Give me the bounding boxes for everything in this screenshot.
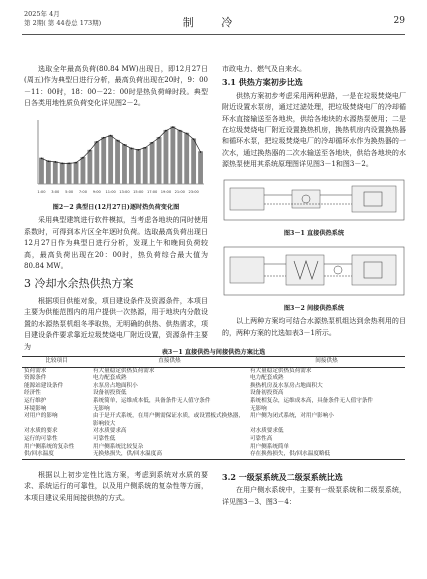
- x-tick-label: 17:00: [146, 189, 158, 194]
- bottom-right-column: [222, 470, 406, 508]
- chart-bar: [164, 130, 169, 184]
- table-body: [22, 367, 405, 459]
- table-cell: 无影响: [92, 405, 110, 412]
- paragraph: 根据项目供能对象，项目建设条件及资源条件，本项目主要为供能范围内的用户提供一次热源，用于地块内分散设置的水源热泵机组冬季取热，无明确的供热、供热需求，项目建设条件要求靠近垃圾焚烧电厂附近设置，资源条件主要为: [24, 296, 208, 351]
- table-row: [22, 383, 405, 391]
- chart-point: [41, 157, 43, 159]
- paragraph: 根据以上初步定性比选方案，考虑到系统对水质的要求、系统运行的可靠性，以及用户侧系统的复杂性等方面，本项目建议采用间接供热的方式。: [24, 471, 208, 502]
- chart-bar: [53, 161, 58, 184]
- chart-point: [137, 149, 139, 151]
- table-cell: 无影响: [249, 405, 267, 412]
- table-cell: 水泵房占地面积小: [92, 382, 138, 389]
- indirect-heating-diagram: [222, 241, 406, 301]
- x-tick-label: 9:00: [92, 189, 101, 194]
- pump-room-box: [292, 190, 320, 208]
- table-cell: 由于是开式系统，在用户侧需保证水质，或设置板式换热器，影响较大: [92, 413, 244, 427]
- subsection-heading: 3.1 供热方案初步比选: [222, 77, 303, 88]
- chart-line: [41, 127, 200, 163]
- table-row: [22, 444, 405, 452]
- column-header: 间接供热: [248, 357, 405, 368]
- table-row: [22, 367, 405, 375]
- table-cell: 对水质要求高: [92, 428, 127, 435]
- right-column: [222, 64, 406, 339]
- paragraph: 采用典型建筑进行软件模拟，当考虑各地块的同时使用系数时，可得到本片区全年逐时负荷。选取最高负荷出现日12月27日作为典型日进行分析，发现上午和晚间负荷较高，最高负荷出现在20：00时，热负荷综合最大值为80.84 MW。: [24, 216, 208, 271]
- issue-number: 第 2期( 第 44卷总 173期): [24, 19, 102, 27]
- chart-bar: [136, 149, 141, 184]
- chart-bar: [177, 130, 182, 184]
- row-label-cell: 资源条件: [24, 375, 47, 382]
- chart-point: [61, 162, 63, 164]
- chart-bar: [81, 157, 86, 184]
- row-label-cell: 对用户的影响: [24, 413, 58, 420]
- chart-point: [165, 129, 167, 131]
- paragraph: 选取全年最高负荷(80.84 MW)出现日，即12月27日(周五)作为典型日进行分析，最高负荷出现在20时，9：00－11：00时，18：00－22：00时是热负荷峰时段。典型日各类用地性质负荷变化详见图2－2。: [24, 65, 208, 108]
- chart-bar: [87, 149, 92, 183]
- chart-bar: [74, 162, 79, 184]
- x-tick-label: 7:00: [78, 189, 87, 194]
- figure-caption: 图3－2 间接供热系统: [283, 305, 345, 313]
- row-label-cell: 供/回水温度: [22, 451, 91, 459]
- table-cell: 设备初投资高: [249, 390, 284, 397]
- table-cell: 可靠性高: [249, 435, 273, 442]
- block-box: [352, 255, 396, 285]
- chart-point: [89, 149, 91, 151]
- plant-box: [230, 257, 264, 283]
- table-row: [22, 428, 405, 436]
- chart-point: [54, 161, 56, 163]
- table-cell: 设备初投资低: [92, 390, 127, 397]
- left-column: [24, 64, 208, 353]
- pump-icon: [334, 266, 342, 274]
- chart-point: [110, 134, 112, 136]
- x-tick-label: 19:00: [160, 189, 172, 194]
- table-cell: 系统相复杂，运维成本高，具备条件无人值守条件: [249, 397, 374, 404]
- chart-bar: [115, 140, 120, 184]
- chart-bar: [67, 162, 72, 183]
- section-heading: 3 冷却水余热供热方案: [24, 277, 134, 291]
- table-cell: 换热机房及水泵房占地面积大: [249, 382, 323, 389]
- chart-point: [75, 161, 77, 163]
- chart-point: [144, 146, 146, 148]
- row-label-cell: 环境影响: [24, 405, 47, 412]
- subsection-heading: 3.2 一级泵系统及二级泵系统比选: [222, 472, 343, 482]
- chart-point: [96, 141, 98, 143]
- chart-bar: [122, 144, 127, 184]
- row-label-cell: 对水质的要求: [24, 428, 58, 435]
- chart-bar: [150, 142, 155, 184]
- table-cell: 系统简单，运维成本低，具备条件无人值守条件: [92, 397, 211, 404]
- chart-bar: [198, 151, 203, 184]
- column-header: 比较项目: [22, 357, 91, 368]
- chart-bar: [143, 147, 148, 184]
- direct-heating-diagram: [222, 174, 406, 226]
- bottom-left-column: [24, 470, 208, 504]
- chart-bar: [157, 137, 162, 184]
- chart-bar: [46, 160, 51, 183]
- table-cell: 用户侧系统简单: [249, 443, 290, 450]
- figure-caption: 图2－2 典型日(12月27日)逐时热负荷变化图: [52, 204, 180, 212]
- row-label-cell: 运行维护: [24, 397, 47, 404]
- x-tick-label: 5:00: [65, 189, 74, 194]
- chart-point: [103, 137, 105, 139]
- table-row: [22, 390, 405, 398]
- x-tick-label: 15:00: [133, 189, 144, 194]
- hourly-load-chart: [24, 114, 208, 196]
- chart-point: [200, 151, 202, 153]
- table-cell: 有大量稳定供热负荷需求: [92, 367, 155, 374]
- chart-bar: [191, 138, 196, 184]
- chart-point: [82, 156, 84, 158]
- chart-point: [179, 129, 181, 131]
- journal-title: 制 冷: [182, 16, 245, 29]
- column-header: 直接供热: [91, 357, 248, 368]
- x-tick-label: 21:00: [174, 189, 185, 194]
- exchange-room-box: [286, 255, 324, 285]
- chart-bar: [60, 162, 65, 183]
- table-cell: 无换热损失，供/回水温度高: [91, 451, 248, 459]
- chart-bar: [129, 147, 134, 183]
- table-cell: 用户侧为闭式系统，对用户影响小: [249, 413, 334, 420]
- header-rule: [22, 34, 405, 35]
- table-cell: 可靠性低: [92, 435, 116, 442]
- table-caption: 表3－1 直接供热与间接供热方案比选: [161, 349, 266, 356]
- chart-point: [68, 162, 70, 164]
- row-label-cell: 经济性: [24, 390, 41, 397]
- chart-point: [193, 138, 195, 140]
- plant-box: [230, 188, 264, 210]
- table-row: [22, 398, 405, 406]
- chart-point: [158, 137, 160, 139]
- row-label-cell: 负荷需求: [24, 367, 47, 374]
- table-row: [22, 375, 405, 383]
- paragraph: 供热方案初步考虑采用两种思路，一是在垃圾焚烧电厂附近设置水泵房，通过过滤处理，把垃圾焚烧电厂的冷却循环水直接输送至各地块，供给各地块的水源热泵使用；二是在垃圾焚烧电厂附近设置换热机房，换热机房内设置换热器和循环水泵，把垃圾焚烧电厂的冷却循环水作为换热器的一次水，通过换热器的二次水输送至各地块，供给各地块的水源热泵使用其系统原理图详见图3－1和图3－2。: [222, 91, 406, 169]
- comparison-table: [22, 356, 405, 460]
- chart-point: [124, 144, 126, 146]
- row-label-cell: 能源站建设条件: [24, 382, 64, 389]
- chart-bar: [39, 157, 44, 183]
- paragraph: 市政电力、燃气及自来水。: [222, 65, 306, 73]
- x-tick-label: 23:00: [188, 189, 199, 194]
- chart-point: [130, 147, 132, 149]
- load-chart: [24, 114, 208, 200]
- chart-point: [151, 141, 153, 143]
- year-month: 2025年 4月: [24, 10, 60, 18]
- chart-point: [117, 139, 119, 141]
- chart-bar: [101, 137, 106, 184]
- table-cell: 存在换热损失，供/回水温度略低: [248, 451, 405, 459]
- table-cell: 对水质要求低: [249, 428, 284, 435]
- row-label-cell: 用户侧系统的复杂性: [24, 443, 75, 450]
- x-tick-label: 3:00: [51, 189, 60, 194]
- table-row: [22, 451, 405, 459]
- table-cell: 有大量稳定供热负荷需求: [249, 367, 312, 374]
- chart-bar: [170, 126, 175, 184]
- chart-point: [186, 132, 188, 134]
- block-box: [352, 186, 396, 212]
- chart-point: [172, 126, 174, 128]
- table-cell: 用户侧系统比较复杂: [92, 443, 144, 450]
- table-cell: 电力配套成熟: [92, 375, 127, 382]
- figure-caption: 图3－1 直接供热系统: [283, 229, 345, 237]
- chart-bar: [94, 141, 99, 184]
- x-tick-label: 13:00: [119, 189, 130, 194]
- x-tick-label: 1:00: [37, 189, 46, 194]
- table-row: [22, 413, 405, 428]
- table-row: [22, 436, 405, 444]
- page-number: 29: [393, 16, 405, 26]
- chart-bar: [108, 135, 113, 184]
- x-tick-label: 11:00: [105, 189, 116, 194]
- table-cell: 电力配套成熟: [249, 375, 284, 382]
- paragraph: 以上两种方案均可结合水源热泵机组达到余热利用的目的，两种方案的比选如表3－1所示。: [222, 317, 406, 337]
- chart-point: [47, 160, 49, 162]
- row-label-cell: 运行的可靠性: [24, 435, 58, 442]
- chart-bar: [184, 132, 189, 183]
- paragraph: 在用户侧水系统中，主要有一级泵系统和二级泵系统，详见图3－3、图3－4：: [222, 486, 406, 506]
